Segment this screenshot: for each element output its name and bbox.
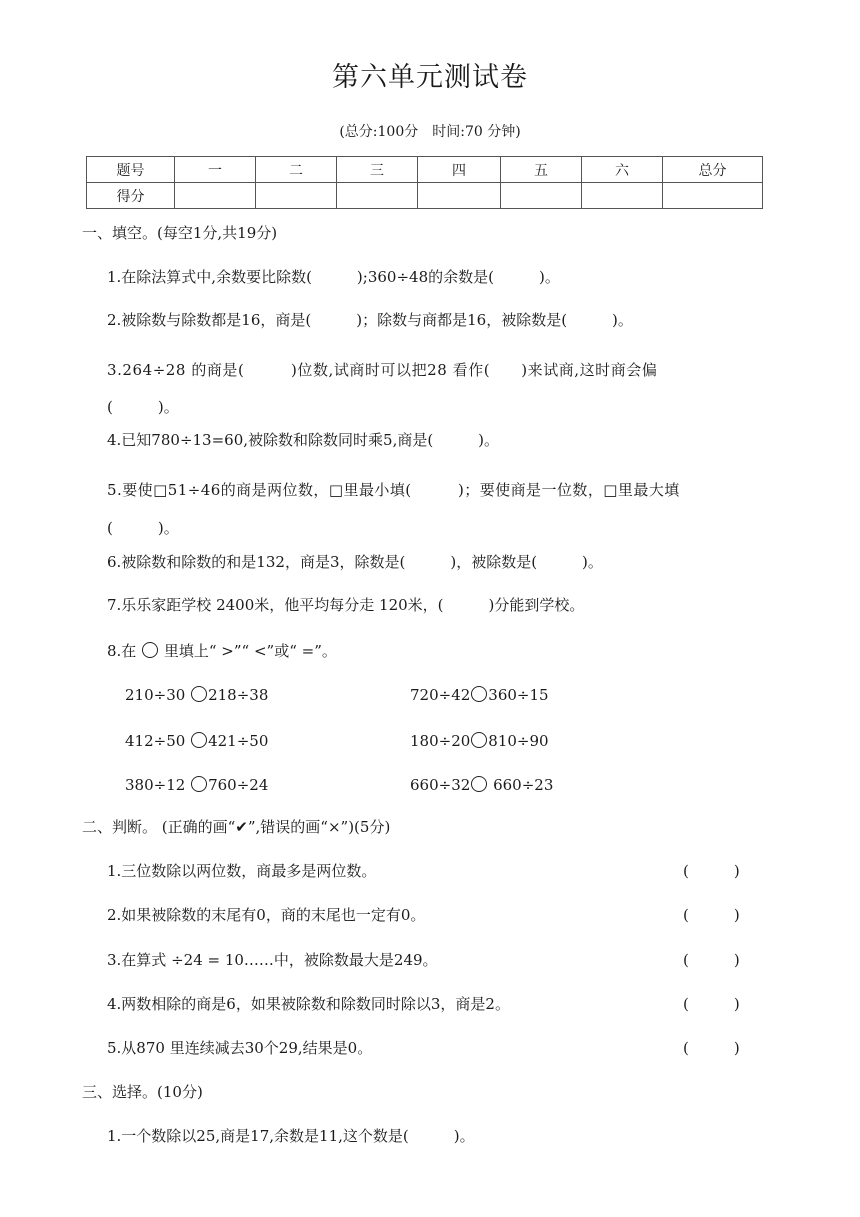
circle-icon[interactable] (191, 686, 207, 702)
score-input-cell[interactable] (501, 183, 582, 209)
fill-question-7: 7.乐乐家距学校 2400米，他平均每分走 120米，( )分能到学校。 (107, 596, 585, 614)
page-title: 第六单元测试卷 (332, 62, 528, 93)
fill-question-4: 4.已知780÷13=60,被除数和除数同时乘5,商是( )。 (107, 431, 500, 449)
fill-question-3: 3.264÷28 的商是( )位数,试商时可以把28 看作( )来试商,这时商会偏 (107, 361, 658, 379)
fill-question-5-cont: ( )。 (107, 519, 179, 537)
compare-right: 421÷50 (208, 732, 269, 750)
score-table-header-row (87, 157, 763, 183)
compare-item-5[interactable] (125, 776, 268, 793)
score-cell: 五 (501, 157, 582, 183)
circle-icon (142, 642, 158, 658)
section-2-heading: 二、判断。 (正确的画“✔”,错误的画“×”)(5分) (82, 818, 391, 836)
compare-right: 810÷90 (488, 732, 549, 750)
fill-question-6: 6.被除数和除数的和是132，商是3，除数是( )，被除数是( )。 (107, 553, 603, 571)
compare-left: 180÷20 (410, 732, 471, 750)
judge-answer-box[interactable]: ( ) (683, 995, 740, 1013)
judge-question-3: 3.在算式 ÷24 = 10……中，被除数最大是249。 (107, 951, 438, 969)
judge-answer-box[interactable]: ( ) (683, 862, 740, 880)
judge-answer-box[interactable]: ( ) (683, 951, 740, 969)
circle-icon[interactable] (471, 732, 487, 748)
compare-right: 760÷24 (208, 776, 269, 794)
fill-question-3-cont: ( )。 (107, 398, 179, 416)
circle-icon[interactable] (191, 732, 207, 748)
score-table-score-row (87, 183, 763, 209)
compare-left: 380÷12 (125, 776, 186, 794)
score-cell: 三 (337, 157, 418, 183)
choice-question-1: 1.一个数除以25,商是17,余数是11,这个数是( )。 (107, 1127, 475, 1145)
compare-right: 218÷38 (208, 686, 269, 704)
score-input-cell[interactable] (418, 183, 501, 209)
score-cell: 题号 (87, 157, 175, 183)
circle-icon[interactable] (471, 686, 487, 702)
compare-item-1[interactable] (125, 686, 268, 703)
fill-question-1: 1.在除法算式中,余数要比除数( );360÷48的余数是( )。 (107, 268, 560, 286)
compare-left: 660÷32 (410, 776, 471, 794)
judge-question-2: 2.如果被除数的末尾有0，商的末尾也一定有0。 (107, 906, 426, 924)
score-input-cell[interactable] (663, 183, 763, 209)
compare-right: 360÷15 (488, 686, 549, 704)
compare-right: 660÷23 (493, 776, 554, 794)
judge-question-4: 4.两数相除的商是6，如果被除数和除数同时除以3，商是2。 (107, 995, 510, 1013)
compare-item-4[interactable] (410, 732, 549, 749)
judge-question-5: 5.从870 里连续减去30个29,结果是0。 (107, 1039, 373, 1057)
compare-item-3[interactable] (125, 732, 268, 749)
exam-info: (总分:100分 时间:70 分钟) (339, 124, 521, 140)
score-cell: 四 (418, 157, 501, 183)
score-input-cell[interactable] (582, 183, 663, 209)
fill-question-8 (107, 642, 337, 659)
compare-item-6[interactable] (410, 776, 553, 793)
compare-left: 720÷42 (410, 686, 471, 704)
circle-icon[interactable] (191, 776, 207, 792)
judge-answer-box[interactable]: ( ) (683, 906, 740, 924)
section-1-heading: 一、填空。(每空1分,共19分) (82, 224, 278, 242)
score-cell: 总分 (663, 157, 763, 183)
compare-left: 210÷30 (125, 686, 186, 704)
fill-question-8-text: 8.在 (107, 642, 137, 660)
judge-answer-box[interactable]: ( ) (683, 1039, 740, 1057)
score-cell: 二 (256, 157, 337, 183)
score-input-cell[interactable] (337, 183, 418, 209)
score-cell: 六 (582, 157, 663, 183)
compare-item-2[interactable] (410, 686, 549, 703)
score-input-cell[interactable] (175, 183, 256, 209)
score-input-cell[interactable] (256, 183, 337, 209)
score-cell: 一 (175, 157, 256, 183)
fill-question-8-text: 里填上“ >”“ <”或“ =”。 (163, 642, 337, 660)
score-cell: 得分 (87, 183, 175, 209)
section-3-heading: 三、选择。(10分) (82, 1083, 203, 1101)
judge-question-1: 1.三位数除以两位数，商最多是两位数。 (107, 862, 377, 880)
circle-icon[interactable] (471, 776, 487, 792)
compare-left: 412÷50 (125, 732, 186, 750)
fill-question-5: 5.要使□51÷46的商是两位数，□里最小填( )；要使商是一位数，□里最大填 (107, 481, 680, 499)
fill-question-2: 2.被除数与除数都是16，商是( )；除数与商都是16，被除数是( )。 (107, 311, 633, 329)
score-table (86, 156, 763, 209)
